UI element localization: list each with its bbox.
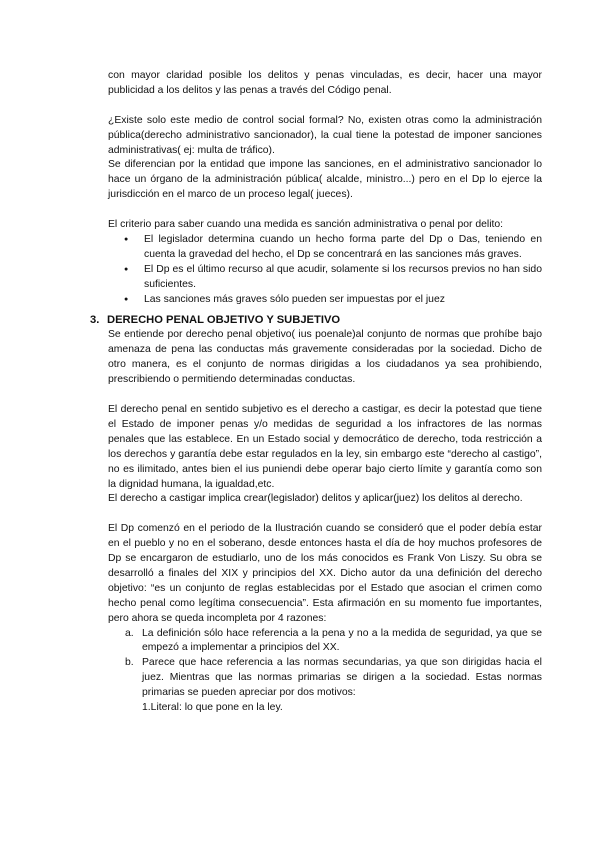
spacer: [108, 507, 542, 522]
spacer: [108, 388, 542, 403]
spacer: [108, 203, 542, 218]
bullet-item: ● El legislador determina cuando un hecho forma parte del Dp o Das, teniendo en cuenta la gravedad del hecho, el Dp se concentrará en las sanciones más graves.: [144, 233, 542, 263]
reasons-list: [108, 627, 542, 702]
reason-text: La definición sólo hace referencia a la pena y no a la medida de seguridad, ya que se empezó a implementar a principios del XX.: [142, 627, 542, 654]
bullet-item: ● Las sanciones más graves sólo pueden ser impuestas por el juez: [144, 293, 542, 308]
paragraph-intro-continuation: con mayor claridad posible los delitos y penas vinculadas, es decir, hacer una mayor publicidad a los delitos y las penas a través del Código penal.: [108, 70, 542, 96]
criteria-bullet-list: [108, 233, 542, 308]
paragraph-diferencias: Se diferencian por la entidad que impone las sanciones, en el administrativo sancionador lo hace un órgano de la administración pública( alcalde, ministro...) pero en el Dp lo ejerce la jurisdicción en el marco de un proceso legal( jueces).: [108, 159, 542, 201]
paragraph-derecho-castigar: El derecho a castigar implica crear(legislador) delitos y aplicar(juez) los delitos al derecho.: [108, 493, 523, 505]
reason-text: Parece que hace referencia a las normas secundarias, ya que son dirigidas hacia el juez. Mientras que las normas primarias se dirigen a la sociedad. Estas normas primarias se pueden apreciar por dos motivos:: [142, 657, 542, 699]
paragraph-criterio: El criterio para saber cuando una medida es sanción administrativa o penal por delito:: [108, 219, 504, 231]
spacer: [108, 99, 542, 114]
bullet-item: ● El Dp es el último recurso al que acudir, solamente si los recursos previos no han sido suficientes.: [144, 263, 542, 293]
section-number: 3.: [90, 314, 100, 327]
paragraph-control-social: ¿Existe solo este medio de control social formal? No, existen otras como la administración pública(derecho administrativo sancionador), la cual tiene la potestad de imponer sanciones administrativas( ej: multa de tráfico).: [108, 114, 542, 156]
list-marker: b.: [125, 657, 134, 669]
section-title: DERECHO PENAL OBJETIVO Y SUBJETIVO: [107, 314, 341, 327]
reason-item: [125, 627, 542, 657]
section-heading: [90, 313, 542, 328]
sub-item-literal: 1.Literal: lo que pone en la ley.: [142, 702, 283, 714]
list-marker: a.: [125, 627, 134, 639]
reason-item: [125, 656, 542, 701]
page-content: [90, 69, 542, 716]
paragraph-derecho-objetivo: Se entiende por derecho penal objetivo( ius poenale)al conjunto de normas que prohíbe bajo amenaza de pena las conductas más gravemente consideradas por la sociedad. Dicho de otro manera, es el conjunto de normas dirigidas a los ciudadanos ya sea prohibiendo, prescribiendo o permitiendo determinadas conductas.: [108, 329, 542, 386]
paragraph-ilustracion: El Dp comenzó en el periodo de la Ilustración cuando se consideró que el poder debía estar en el pueblo y no en el soberano, desde entonces hasta el día de hoy muchos profesores de Dp se encargaron de estudiarlo, uno de los más conocidos es Frank Von Liszy. Su obra se desarrolló a finales del XIX y principios del XX. Dicho autor da una definición del derecho objetivo: “es un conjunto de reglas establecidas por el Estado que asocian el crimen como hecho penal como legítima consecuencia”. Esta afirmación en su momento fue importantes, pero ahora se queda incompleta por 4 razones:: [108, 523, 542, 624]
paragraph-derecho-subjetivo: El derecho penal en sentido subjetivo es el derecho a castigar, es decir la potestad que tiene el Estado de imponer penas y/o medidas de seguridad a los infractores de las normas penales que las establece. En un Estado social y democrático de derecho, toda restricción a los derechos y garantía debe estar regulados en la ley, sin embargo este “derecho al castigo”, no es ilimitado, antes bien el ius puniendi debe operar bajo cierto límite y garantía como son la dignidad humana, la igualdad,etc.: [108, 403, 542, 490]
